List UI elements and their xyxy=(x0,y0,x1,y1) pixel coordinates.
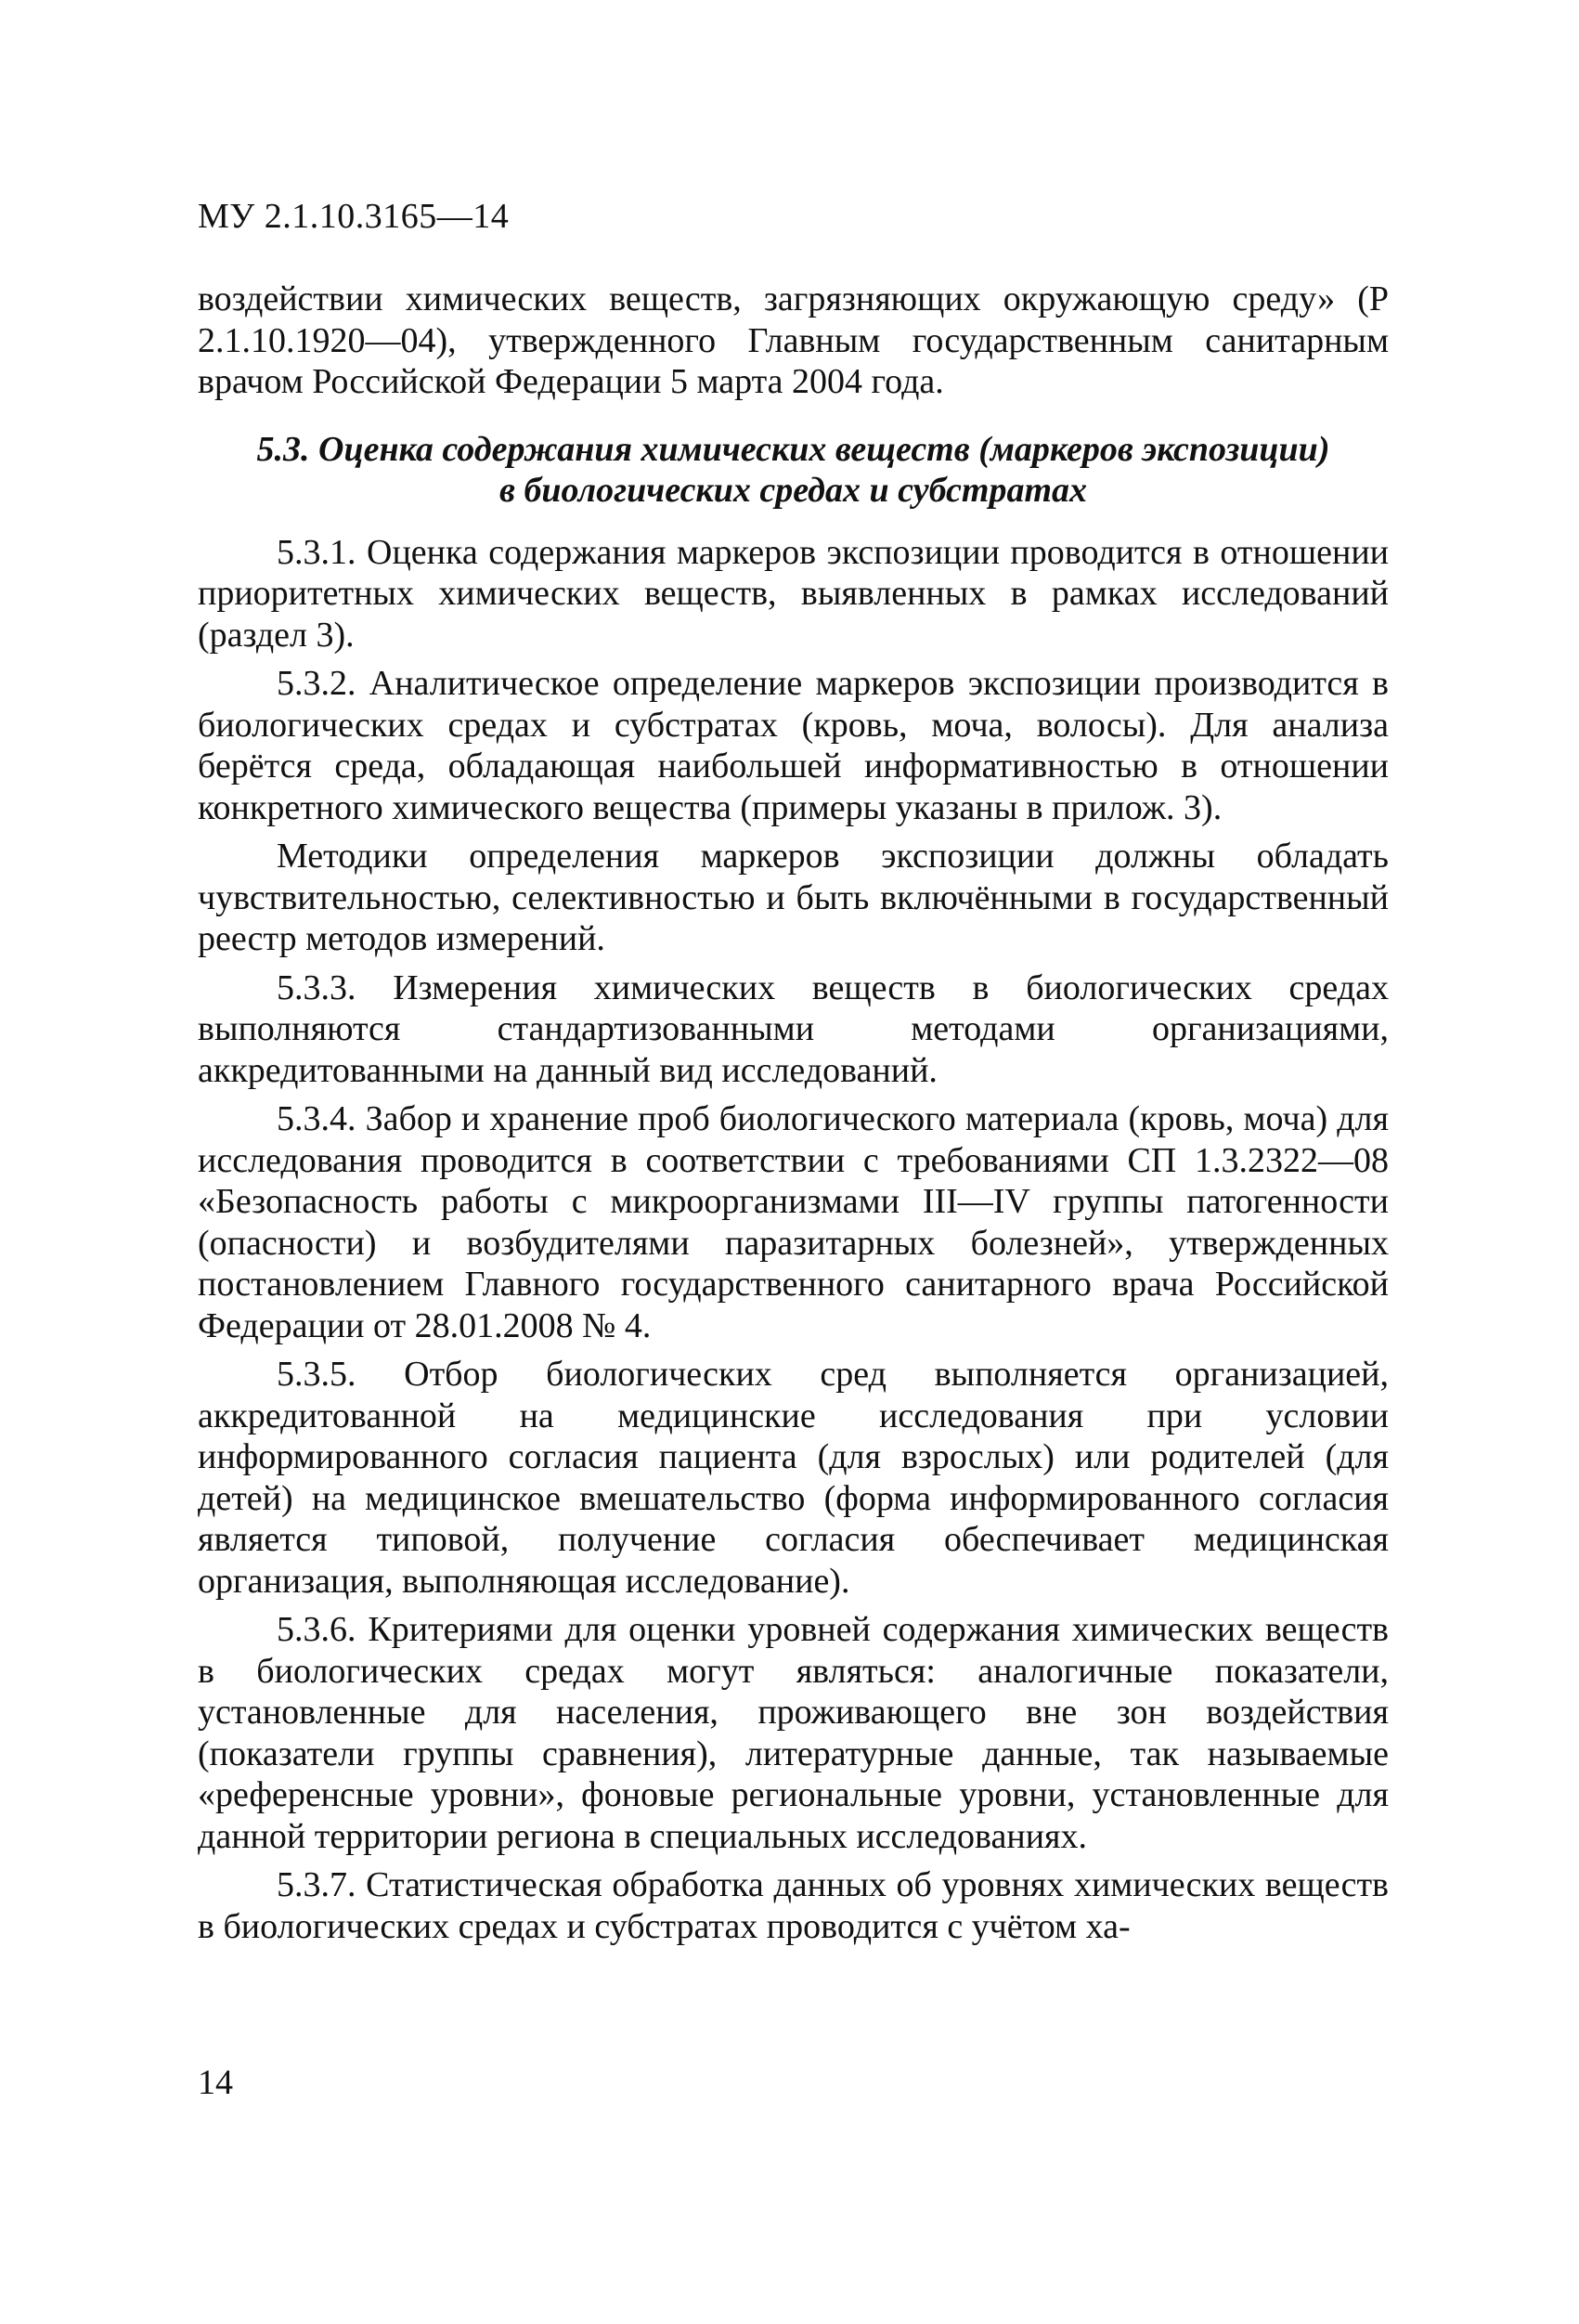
paragraph-methods: Методики определения маркеров экспозиции должны обладать чувствительностью, селективностью и быть включёнными в государственный реестр методов измерений. xyxy=(198,837,1389,958)
continuation-paragraph: воздействии химических веществ, загрязняющих окружающую среду» (Р 2.1.10.1920—04), утвержденного Главным государственным санитарным врачом Российской Федерации 5 марта 2004 года. xyxy=(198,279,1389,401)
paragraph-5-3-1: 5.3.1. Оценка содержания маркеров экспозиции проводится в отношении приоритетных химических веществ, выявленных в рамках исследований (раздел 3). xyxy=(198,532,1389,655)
paragraph-5-3-3: 5.3.3. Измерения химических веществ в биологических средах выполняются стандартизованными методами организациями, аккредитованными на данный вид исследований. xyxy=(198,967,1389,1090)
page-content xyxy=(198,279,1389,1954)
paragraph-5-3-5: 5.3.5. Отбор биологических сред выполняется организацией, аккредитованной на медицинские исследования при условии информированного согласия пациента (для взрослых) или родителей (для детей) на медицинское вмешательство (форма информированного согласия является типовой, получение согласия обеспечивает медицинская организация, выполняющая исследование). xyxy=(198,1355,1389,1601)
section-heading-line-2: в биологических средах и субстратах xyxy=(498,471,1088,510)
section-heading xyxy=(198,429,1389,512)
paragraph-5-3-6: 5.3.6. Критериями для оценки уровней содержания химических веществ в биологических средах могут являться: аналогичные показатели, установленные для населения, проживающего вне зон воздействия (показатели группы сравнения), литературные данные, так называемые «референсные уровни», фоновые региональные уровни, установленные для данной территории региона в специальных исследованиях. xyxy=(198,1610,1389,1856)
paragraph-5-3-4: 5.3.4. Забор и хранение проб биологического материала (кровь, моча) для исследования проводится в соответствии с требованиями СП 1.3.2322—08 «Безопасность работы с микроорганизмами III—IV группы патогенности (опасности) и возбудителями паразитарных болезней», утвержденных постановлением Главного государственного санитарного врача Российской Федерации от 28.01.2008 № 4. xyxy=(198,1099,1389,1345)
page-number: 14 xyxy=(198,2063,233,2102)
paragraph-5-3-7: 5.3.7. Статистическая обработка данных об уровнях химических веществ в биологических средах и субстратах проводится с учётом ха- xyxy=(198,1865,1389,1946)
running-header: МУ 2.1.10.3165—14 xyxy=(198,197,510,236)
paragraph-5-3-2: 5.3.2. Аналитическое определение маркеров экспозиции производится в биологических средах и субстратах (кровь, моча, волосы). Для анализа берётся среда, обладающая наибольшей информативностью в отношении конкретного химического вещества (примеры указаны в прилож. 3). xyxy=(198,664,1389,827)
section-heading-line-1: 5.3. Оценка содержания химических веществ (маркеров экспозиции) xyxy=(256,429,1330,469)
